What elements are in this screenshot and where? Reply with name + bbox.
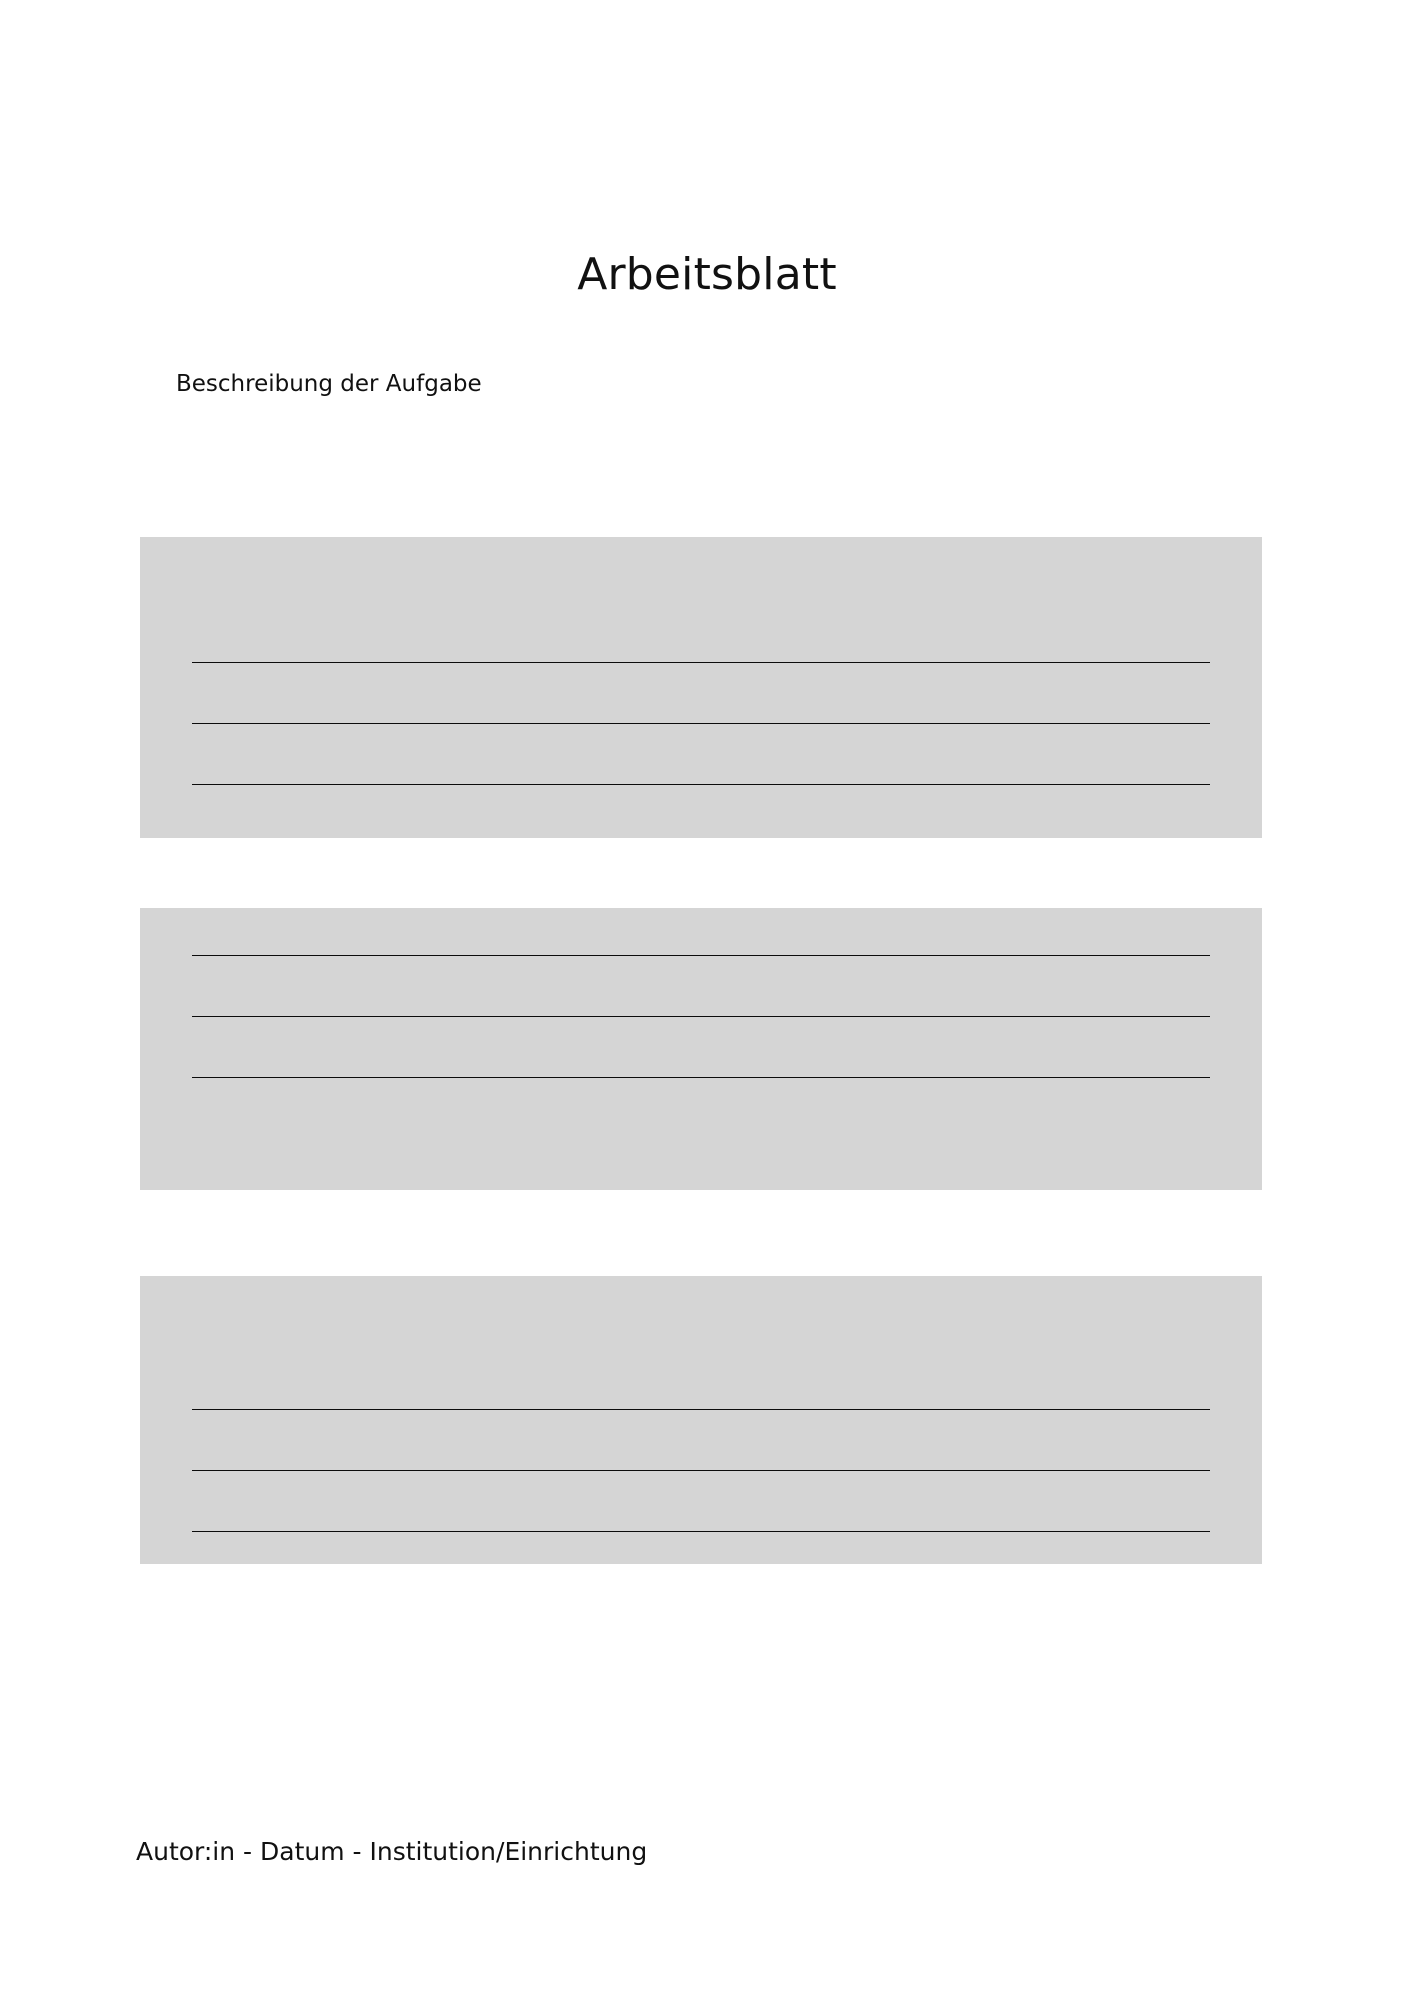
answer-block-1[interactable] [140,537,1262,838]
writing-line[interactable] [192,955,1210,956]
task-description-label: Beschreibung der Aufgabe [176,371,482,397]
answer-block-2[interactable] [140,908,1262,1190]
writing-line[interactable] [192,1077,1210,1078]
writing-line[interactable] [192,1531,1210,1532]
writing-line[interactable] [192,1470,1210,1471]
writing-line[interactable] [192,1409,1210,1410]
writing-line[interactable] [192,784,1210,785]
footer-credit: Autor:in - Datum - Institution/Einrichtung [136,1837,648,1866]
writing-line[interactable] [192,1016,1210,1017]
writing-line[interactable] [192,662,1210,663]
answer-block-3[interactable] [140,1276,1262,1564]
writing-line[interactable] [192,723,1210,724]
page-title: Arbeitsblatt [577,249,837,301]
